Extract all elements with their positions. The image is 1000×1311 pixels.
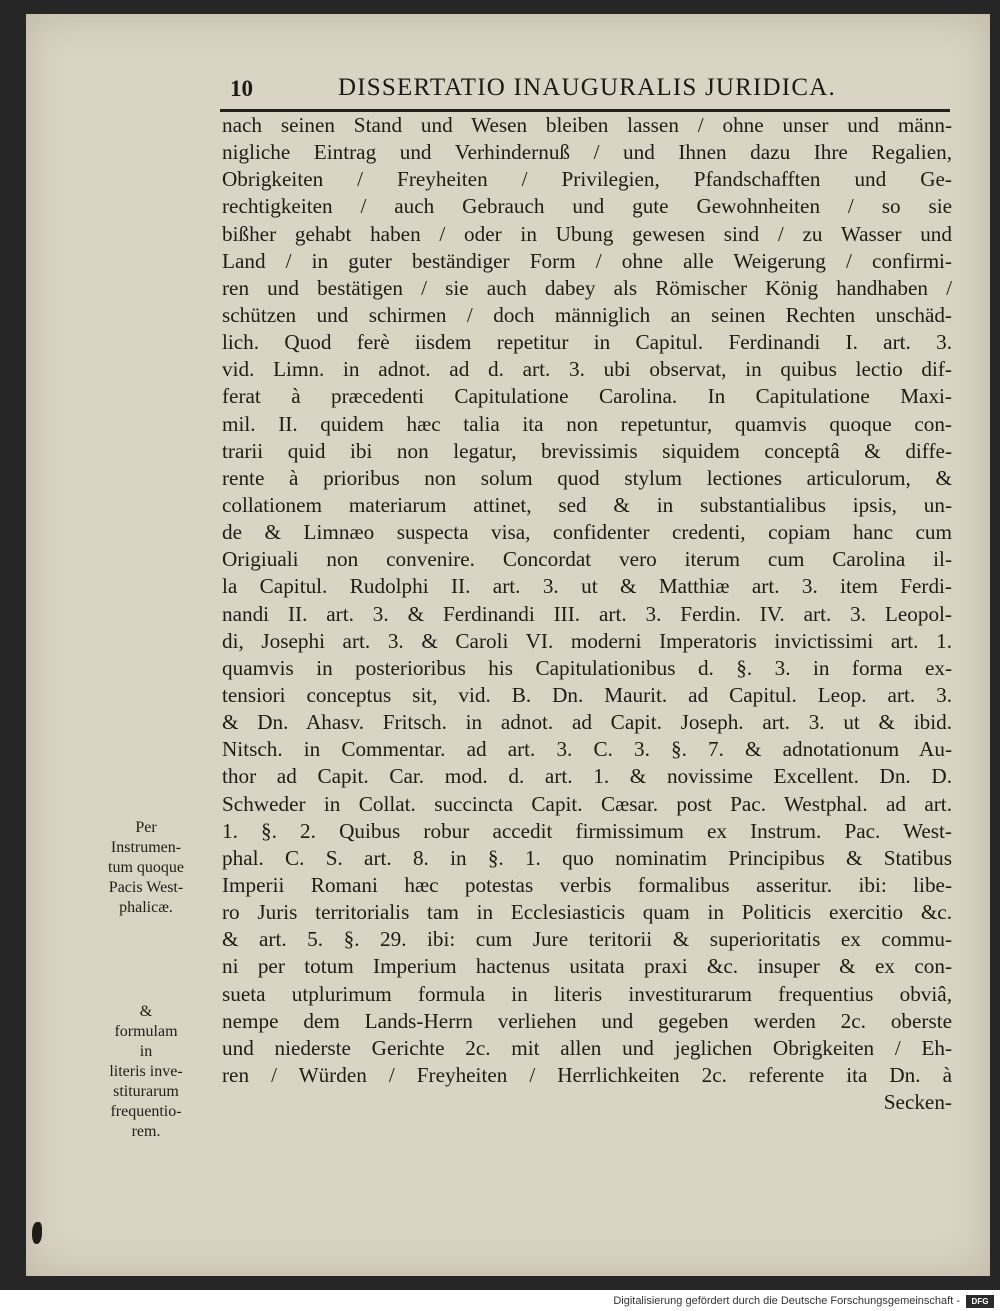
text-line: rente à prioribus non solum quod stylum lectiones articulorum, & [222,465,952,490]
text-line: Land / in guter beständiger Form / ohne alle Weigerung / confirmi- [222,248,952,273]
text-line: nach seinen Stand und Wesen bleiben lassen / ohne unser und männ- [222,113,952,137]
text-line: ren und bestätigen / sie auch dabey als Römischer König handhaben / [222,275,952,300]
margin-note-line: formulam [114,1023,178,1040]
footer-text: Digitalisierung gefördert durch die Deutsche Forschungsgemeinschaft - [613,1295,960,1307]
page-number: 10 [230,76,253,101]
text-line: Origiuali non convenire. Concordat vero iterum cum Carolina il- [222,547,952,572]
text-line: di, Josephi art. 3. & Caroli VI. moderni Imperatoris invictissimi art. 1. [222,628,952,653]
running-title: DISSERTATIO INAUGURALIS JURIDICA. [338,74,836,101]
text-line: Imperii Romani hæc potestas verbis formalibus asseritur. ibi: libe- [222,872,952,897]
text-line: lich. Quod ferè iisdem repetitur in Capitul. Ferdinandi I. art. 3. [222,330,952,355]
text-line: de & Limnæo suspecta visa, confidenter credenti, copiam hanc cum [222,520,952,545]
text-line: rechtigkeiten / auch Gebrauch und gute Gewohnheiten / so sie [222,194,952,219]
margin-note-line: stiturarum [113,1083,179,1100]
text-line: & Dn. Ahasv. Fritsch. in adnot. ad Capit. Joseph. art. 3. ut & ibid. [222,710,952,735]
text-line: nempe dem Lands-Herrn verliehen und gegeben werden 2c. oberste [222,1008,952,1033]
text-line: la Capitul. Rudolphi II. art. 3. ut & Matthiæ art. 3. item Ferdi- [222,574,952,599]
margin-note-line: Instrumen- [110,839,182,856]
text-line: nandi II. art. 3. & Ferdinandi III. art. 3. Ferdin. IV. art. 3. Leopol- [222,601,952,626]
text-line: Nitsch. in Commentar. ad art. 3. C. 3. §. 7. & adnotationum Au- [222,737,952,762]
margin-note-line: Pacis West- [108,879,184,896]
text-line: Schweder in Collat. succincta Capit. Cæsar. post Pac. Westphal. ad art. [222,791,952,816]
text-line: schützen und schirmen / doch männiglich an seinen Rechten unschäd- [222,302,952,327]
margin-note-formulam [76,1002,216,1142]
text-line: sueta utplurimum formula in literis investiturarum frequentius obviâ, [222,981,952,1006]
text-line: & art. 5. §. 29. ibi: cum Jure teritorii & superioritatis ex commu- [222,927,952,952]
text-line: ren / Würden / Freyheiten / Herrlichkeiten 2c. referente ita Dn. à [222,1062,952,1087]
margin-note-line: Per [135,819,157,836]
text-line: Secken- [883,1090,952,1115]
text-line: und niederste Gerichte 2c. mit allen und jeglichen Obrigkeiten / Eh- [222,1035,952,1060]
text-line: tensiori conceptus sit, vid. B. Dn. Maurit. ad Capitul. Leop. art. 3. [222,682,952,707]
main-text-block [222,112,952,1116]
footer-credit [613,1292,994,1310]
text-line: trarii quid ibi non legatur, brevissimis siquidem conceptâ & diffe- [222,438,952,463]
margin-note-line: & [139,1003,153,1020]
margin-note-line: literis inve- [109,1063,183,1080]
text-line: mil. II. quidem hæc talia ita non repetuntur, quamvis quoque con- [222,411,952,436]
text-line: Obrigkeiten / Freyheiten / Privilegien, Pfandschafften und Ge- [222,167,952,192]
text-line: thor ad Capit. Car. mod. d. art. 1. & novissime Excellent. Dn. D. [222,764,952,789]
text-line: bißher gehabt haben / oder in Ubung gewesen sind / zu Wasser und [222,221,952,246]
margin-note-line: phalicæ. [119,899,173,916]
margin-note-line: tum quoque [108,859,184,876]
text-line: ro Juris territorialis tam in Ecclesiasticis quam in Politicis exercitio &c. [222,900,952,925]
dfg-logo: DFG [966,1295,994,1308]
text-line: ni per totum Imperium hactenus usitata praxi &c. insuper & ex con- [222,954,952,979]
margin-note-line: frequentio- [110,1103,182,1120]
text-line: phal. C. S. art. 8. in §. 1. quo nominatim Principibus & Statibus [222,845,952,870]
margin-note-instrumentum [76,818,216,918]
text-line: nigliche Eintrag und Verhindernuß / und Ihnen dazu Ihre Regalien, [222,140,952,165]
text-line: vid. Limn. in adnot. ad d. art. 3. ubi observat, in quibus lectio dif- [222,357,952,382]
margin-note-line: in [139,1043,153,1060]
text-line: ferat à præcedenti Capitulatione Carolina. In Capitulatione Maxi- [222,384,952,409]
ink-mark [32,1222,42,1244]
page-header [230,72,950,108]
text-line: quamvis in posterioribus his Capitulationibus d. §. 3. in forma ex- [222,655,952,680]
text-line: collationem materiarum attinet, sed & in substantialibus ipsis, un- [222,492,952,517]
text-line: 1. §. 2. Quibus robur accedit firmissimum ex Instrum. Pac. West- [222,818,952,843]
margin-note-line: rem. [131,1123,161,1140]
